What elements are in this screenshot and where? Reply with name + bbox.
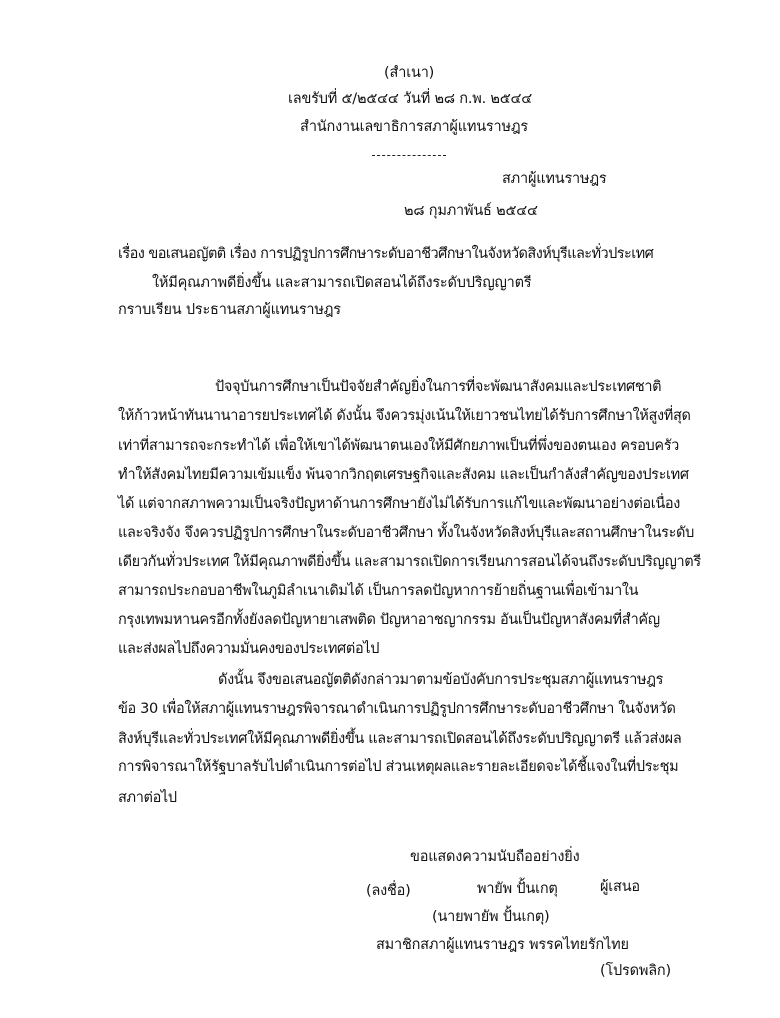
paragraph-1-line: ให้ก้าวหน้าทันนานาอารยประเทศได้ ดังนั้น จึงควรมุ่งเน้นให้เยาวชนไทยได้รับการศึกษาให้สูงที่สุด <box>118 408 691 424</box>
paragraph-2-line: ข้อ 30 เพื่อให้สภาผู้แทนราษฎรพิจารณาดำเนินการปฏิรูปการศึกษาระดับอาชีวศึกษา ในจังหวัด <box>118 701 676 717</box>
signer-name: พายัพ ปั้นเกตุ <box>477 881 558 897</box>
paragraph-1-line: กรุงเทพมหานครอีกทั้งยังลดปัญหายาเสพติด ปัญหาอาชญากรรม อันเป็นปัญหาสังคมที่สำคัญ <box>118 612 660 628</box>
turn-page-note: (โปรดพลิก) <box>600 963 671 979</box>
paragraph-1-line: ปัจจุบันการศึกษาเป็นปัจจัยสำคัญยิ่งในการที่จะพัฒนาสังคมและประเทศชาติ <box>215 379 662 395</box>
paragraph-1-line: ทำให้สังคมไทยมีความเข้มแข็ง พ้นจากวิกฤตเศรษฐกิจและสังคม และเป็นกำลังสำคัญของประเทศ <box>118 467 689 483</box>
office-name: สำนักงานเลขาธิการสภาผู้แทนราษฎร <box>300 119 528 135</box>
salutation: กราบเรียน ประธานสภาผู้แทนราษฎร <box>118 302 341 318</box>
paragraph-1-line: และจริงจัง จึงควรปฏิรูปการศึกษาในระดับอาชีวศึกษา ทั้งในจังหวัดสิงห์บุรีและสถานศึกษาในระดับ <box>118 525 694 541</box>
subject-line-2: ให้มีคุณภาพดียิ่งขึ้น และสามารถเปิดสอนได้ถึงระดับปริญญาตรี <box>152 275 532 291</box>
letter-date: ๒๘ กุมภาพันธ์ ๒๕๔๔ <box>404 203 538 219</box>
closing-respect: ขอแสดงความนับถืออย่างยิ่ง <box>410 849 580 865</box>
paragraph-1-line: สามารถประกอบอาชีพในภูมิลำเนาเดิมได้ เป็นการลดปัญหาการย้ายถิ่นฐานเพื่อเข้ามาใน <box>118 583 639 599</box>
paragraph-1-line: ได้ แต่จากสภาพความเป็นจริงปัญหาด้านการศึกษายังไม่ได้รับการแก้ไขและพัฒนาอย่างต่อเนื่อง <box>118 496 681 512</box>
paragraph-1-line: เท่าที่สามารถจะกระทำได้ เพื่อให้เขาได้พัฒนาตนเองให้มีศักยภาพเป็นที่พึ่งของตนเอง ครอบครัว <box>118 438 679 454</box>
signer-position: สมาชิกสภาผู้แทนราษฎร พรรคไทยรักไทย <box>376 937 629 953</box>
sign-label: (ลงชื่อ) <box>366 883 411 899</box>
paragraph-1-line: และส่งผลไปถึงความมั่นคงของประเทศต่อไป <box>118 641 380 657</box>
signer-role: ผู้เสนอ <box>600 879 640 895</box>
paragraph-2-line: การพิจารณาให้รัฐบาลรับไปดำเนินการต่อไป ส่วนเหตุผลและรายละเอียดจะได้ชี้แจงในที่ประชุม <box>118 759 679 775</box>
paragraph-2-line: สิงห์บุรีและทั่วประเทศให้มีคุณภาพดียิ่งขึ้น และสามารถเปิดสอนได้ถึงระดับปริญญาตรี แล้วส่งผล <box>118 731 682 747</box>
paragraph-2-line: ดังนั้น จึงขอเสนอญัตติดังกล่าวมาตามข้อบังคับการประชุมสภาผู้แทนราษฎร <box>218 672 664 688</box>
subject-line-1: เรื่อง ขอเสนอญัตติ เรื่อง การปฏิรูปการศึกษาระดับอาชีวศึกษาในจังหวัดสิงห์บุรีและทั่วประเทศ <box>118 246 654 262</box>
sender-place: สภาผู้แทนราษฎร <box>502 171 607 187</box>
paragraph-1-line: เดียวกันทั่วประเทศ ให้มีคุณภาพดียิ่งขึ้น และสามารถเปิดการเรียนการสอนได้จนถึงระดับปริญญาตรี <box>118 554 701 570</box>
printed-name: (นายพายัพ ปั้นเกตุ) <box>432 909 550 925</box>
header-divider <box>372 155 446 156</box>
receipt-number: เลขรับที่ ๕/๒๕๔๔ วันที่ ๒๘ ก.พ. ๒๕๔๔ <box>288 91 533 107</box>
paragraph-2-line: สภาต่อไป <box>118 790 177 806</box>
copy-mark: (สำเนา) <box>384 65 435 81</box>
